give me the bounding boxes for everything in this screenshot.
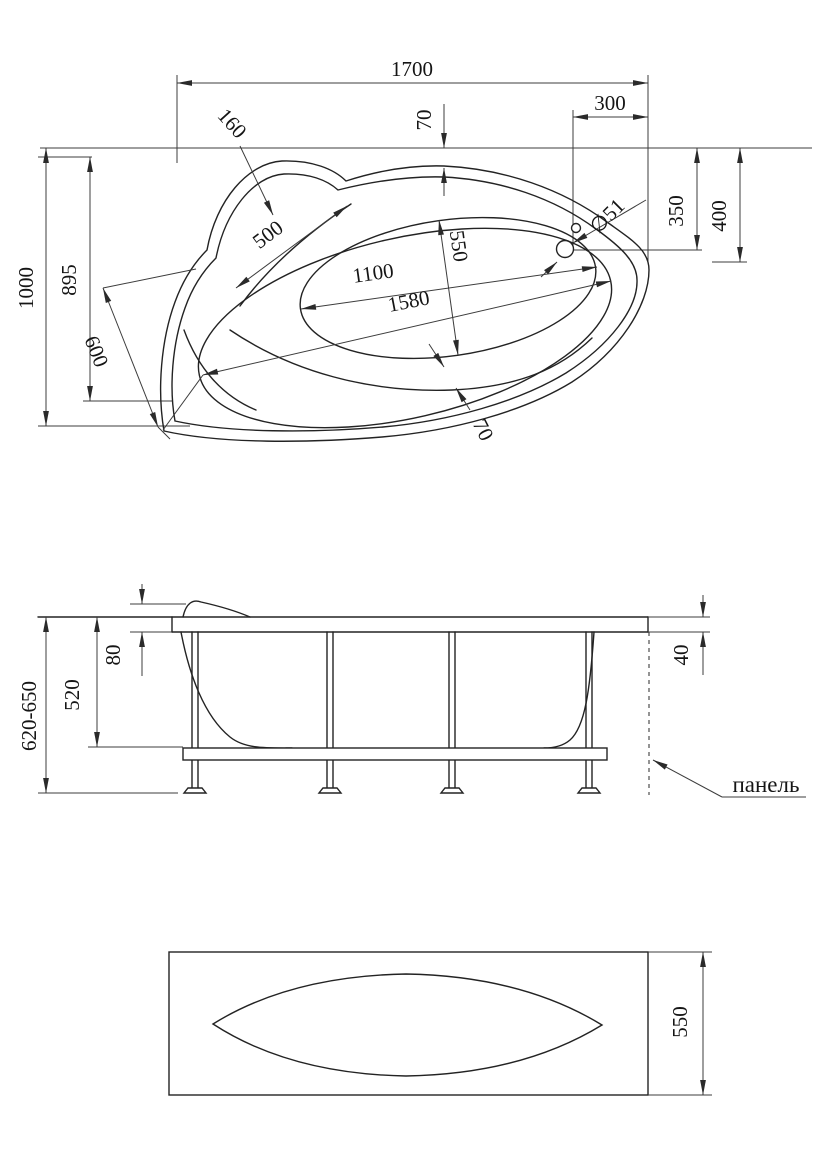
drain-hole xyxy=(557,241,574,258)
frame-bottom-bar xyxy=(183,748,607,760)
dim-headrest-width: 500 xyxy=(247,215,288,254)
dim-drain-offset: 350 xyxy=(664,195,688,227)
dim-basin-width: 550 xyxy=(444,228,474,264)
dim-headrest-depth: 160 xyxy=(212,103,252,144)
dim-inner-width: 895 xyxy=(57,264,81,296)
dim-frame-height: 520 xyxy=(60,679,84,711)
dim-apron-gap: 40 xyxy=(669,644,693,666)
overflow-hole xyxy=(572,224,581,233)
dim-overall-length: 1700 xyxy=(391,57,433,81)
dim-rim-width-bottom: 70 xyxy=(467,415,499,445)
dim-basin-length: 1580 xyxy=(385,285,432,317)
dim-drain-diameter: ∅51 xyxy=(584,193,630,239)
panel-label: панель xyxy=(732,772,800,797)
dim-corner-offset: 300 xyxy=(594,91,626,115)
dim-rim-height: 80 xyxy=(101,644,125,666)
dim-overall-width: 1000 xyxy=(14,267,38,309)
dim-wall-gap-top: 70 xyxy=(412,109,436,131)
dim-overall-height: 620-650 xyxy=(17,681,41,751)
dim-side-offset: 400 xyxy=(707,200,731,232)
dim-corner-seat: 600 xyxy=(79,332,114,371)
dim-panel-height: 550 xyxy=(668,1006,692,1038)
dim-basin-floor-length: 1100 xyxy=(350,258,396,288)
